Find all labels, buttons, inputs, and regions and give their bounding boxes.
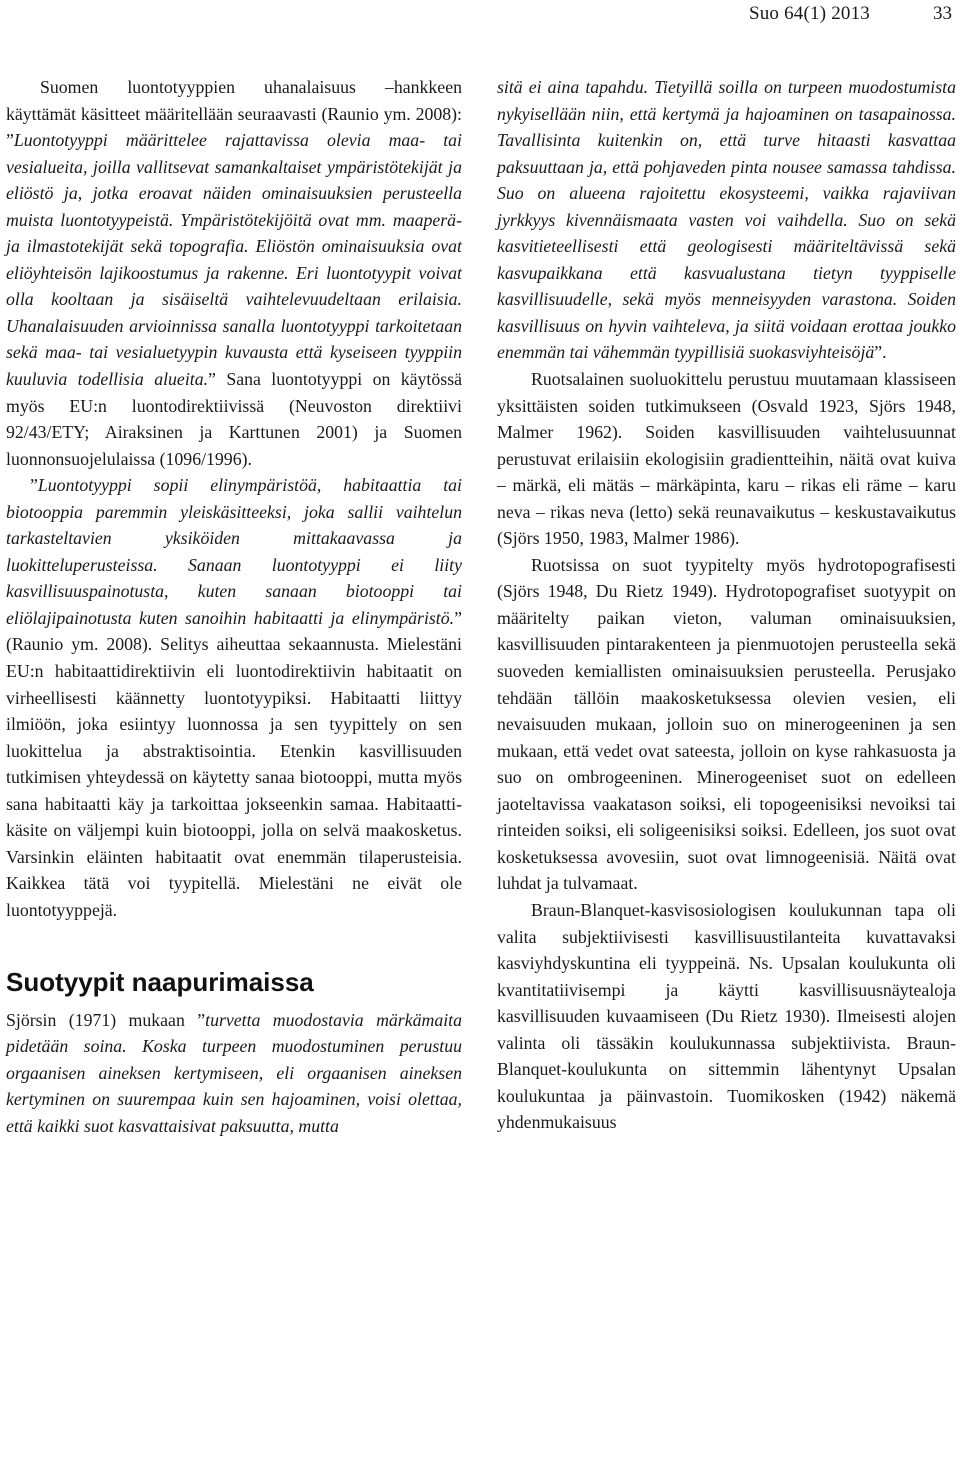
section-heading: Suotyypit naapurimaissa bbox=[6, 966, 314, 997]
paragraph-swedish-classification: Ruotsalainen suoluokittelu perustuu muutamaan klassiseen yksittäisten soiden tutkimukseen (Osvald 1923, Sjörs 1948, Malmer 1962). Soiden kasvillisuuden vaihtelusuunnat perustuvat erilaisiin ekologisiin gradientteihin, näitä ovat kuiva – märkä, eli mätäs – märkäpinta, karu – rikas eli räme – karu neva – rikas neva (letto) sekä reunavaikutus – keskustavaikutus (Sjörs 1950, 1983, Malmer 1986). bbox=[497, 369, 956, 549]
quoted-definition: sitä ei aina tapahdu. Tietyillä soilla on turpeen muodostumista nykyisellään niin, että kertymä ja hajoaminen on tasapainossa. Tavallisinta kuitenkin on, että turve hitaasti kasvattaa paksuuttaan ja, että pohjaveden pinta nousee samassa tahdissa. Suo on alueena rajoitettu ekosysteemi, vaikka rajaviivan jyrkkyys kivennäismaata vasten voi vaihdella. Suo on sekä kasvitieteellisesti että geologisesti määriteltävissä sekä kasvupaikkana että kasvualustana tietyn tyyppiselle kasvillisuudelle, sekä myös menneisyyden varastona. Soiden kasvillisuus on hyvin vaihteleva, ja siitä voidaan erottaa joukko enemmän tai vähemmän tyypillisiä suokasviyhteisöjä bbox=[497, 77, 956, 363]
text-run: ” Sana luontotyyppi on käytössä myös EU:n luontodirektiivissä (Neuvoston direktiivi 92/43/ETY; Airaksinen ja Karttunen 2001) ja Suomen luonnonsuojelulaissa (1096/1996). bbox=[6, 369, 462, 469]
journal-citation: Suo 64(1) 2013 bbox=[748, 3, 870, 24]
paragraph-luontotyyppi bbox=[6, 472, 462, 923]
paragraph-sjors bbox=[6, 1007, 462, 1140]
left-column bbox=[6, 74, 462, 1139]
text-run: ” bbox=[30, 475, 38, 496]
text-run: Sjörsin (1971) mukaan ” bbox=[6, 1009, 206, 1030]
quoted-definition: Luontotyyppi määrittelee rajattavissa olevia maa- tai vesialueita, joilla vallitsevat samankaltaiset ympäristötekijät ja eliöstö ja, jotka eroavat näiden ominaisuuksien perusteella muista luontotyypeistä. Ympäristötekijöitä ovat mm. maaperä- ja ilmastotekijät sekä topografia. Eliöstön ominaisuuksia ovat eliöyhteisön lajikoostumus ja rakenne. Eri luontotyypit voivat olla kooltaan ja sisäiseltä vaihtelevuudeltaan erilaisia. Uhanalaisuuden arvioinnissa sanalla luontotyyppi tarkoitetaan sekä maa- tai vesialuetyypin kuvausta että kyseiseen tyyppiin kuuluvia todellisia alueita. bbox=[6, 130, 462, 390]
paragraph-definition bbox=[6, 74, 462, 472]
right-column bbox=[497, 74, 956, 1136]
paragraph-quote-continued bbox=[497, 74, 956, 366]
quoted-definition: turvetta muodostavia märkämaita pidetään soina. Koska turpeen muodostuminen perustuu orgaanisen aineksen kertymiseen, eli orgaanisen aineksen kertyminen on suurempaa kuin sen hajoaminen, voisi olettaa, että kaikki suot kasvattaisivat paksuutta, mutta bbox=[6, 1009, 463, 1136]
paragraph-hydrotopography: Ruotsissa on suot tyypitelty myös hydrotopografisesti (Sjörs 1948, Du Rietz 1949). Hydrotopografiset suotyypit on määritelty paikan vieton, valuman ominaisuuksien, kasvillisuuden pintarakenteen ja pienmuotojen perusteella sekä suoveden kemiallisten ominaisuuksien perusteella. Perusjako tehdään tällöin maakosketuksessa olevien vesien, eli nevaisuuden mukaan, jolloin suo on minerogeeninen ja sen mukaan, että vedet ovat sateesta, jolloin on kyse rahkasuosta ja suo on ombrogeeninen. Minerogeeniset suot on edelleen jaoteltavissa vaakatason soiksi, eli topogeenisiksi nevoiksi tai rinteiden soiksi, eli soligeenisiksi soiksi. Edelleen, jos suot ovat kosketuksessa avovesiin, suot ovat limnogeenisiä. Näitä ovat luhdat ja tulvamaat. bbox=[497, 554, 956, 894]
text-run: ” (Raunio ym. 2008). Selitys aiheuttaa sekaannusta. Mielestäni EU:n habitaattidirektiivin eli luontodirektiivin habitaatit on virheellisesti käännetty luontotyypiksi. Habitaatti liittyy ilmiöön, joka esiintyy luonnossa ja sen tyypittely on sen luokittelua ja abstraktisointia. Etenkin kasvillisuuden tutkimisen yhteydessä on käytetty sanaa biotooppi, mutta myös sana habitaatti käy ja tarkoittaa jokseenkin samaa. Habitaatti-käsite on väljempi kuin biotooppi, jolla on selvä maakosketus. Varsinkin eläinten habitaatit ovat enemmän tilaperusteisia. Kaikkea tätä voi tyypitellä. Mielestäni ne eivät ole luontotyyppejä. bbox=[6, 607, 462, 920]
text-run: Suomen luontotyyppien uhanalaisuus –hankkeen käyttämät käsitteet määritellään seuraavasti (Raunio ym. 2008): ” bbox=[6, 77, 462, 151]
paragraph-braun-blanquet: Braun-Blanquet-kasvisosiologisen koulukunnan tapa oli valita subjektiivisesti kasvillisuustilanteita kuvattavaksi kasviyhdyskuntina eli tyyppeinä. Ns. Upsalan koulukunta oli kvantitatiivisempi ja käytti kasvillisuusnäytealoja kasvillisuuden kuvaamiseen (Du Rietz 1930). Ilmeisesti alojen valinta oli tässäkin koulukunnassa subjektiivista. Braun-Blanquet-koulukunta on sittemmin lähentynyt Upsalan koulukuntaa ja päinvastoin. Tuomikosken (1942) näkemä yhdenmukaisuus bbox=[497, 899, 956, 1133]
page-header bbox=[0, 0, 960, 30]
page-number: 33 bbox=[933, 3, 952, 24]
text-run: ”. bbox=[874, 342, 887, 363]
quoted-definition: Luontotyyppi sopii elinympäristöä, habitaattia tai biotooppia paremmin yleiskäsitteeksi, joka sallii vaihtelun tarkasteltavien yksiköiden mittakaavassa ja luokitteluperusteissa. Sanaan luontotyyppi ei liity kasvillisuuspainotusta, kuten sanaan biotooppi tai eliölajipainotusta kuten sanoihin habitaatti ja elinympäristö. bbox=[6, 475, 462, 628]
